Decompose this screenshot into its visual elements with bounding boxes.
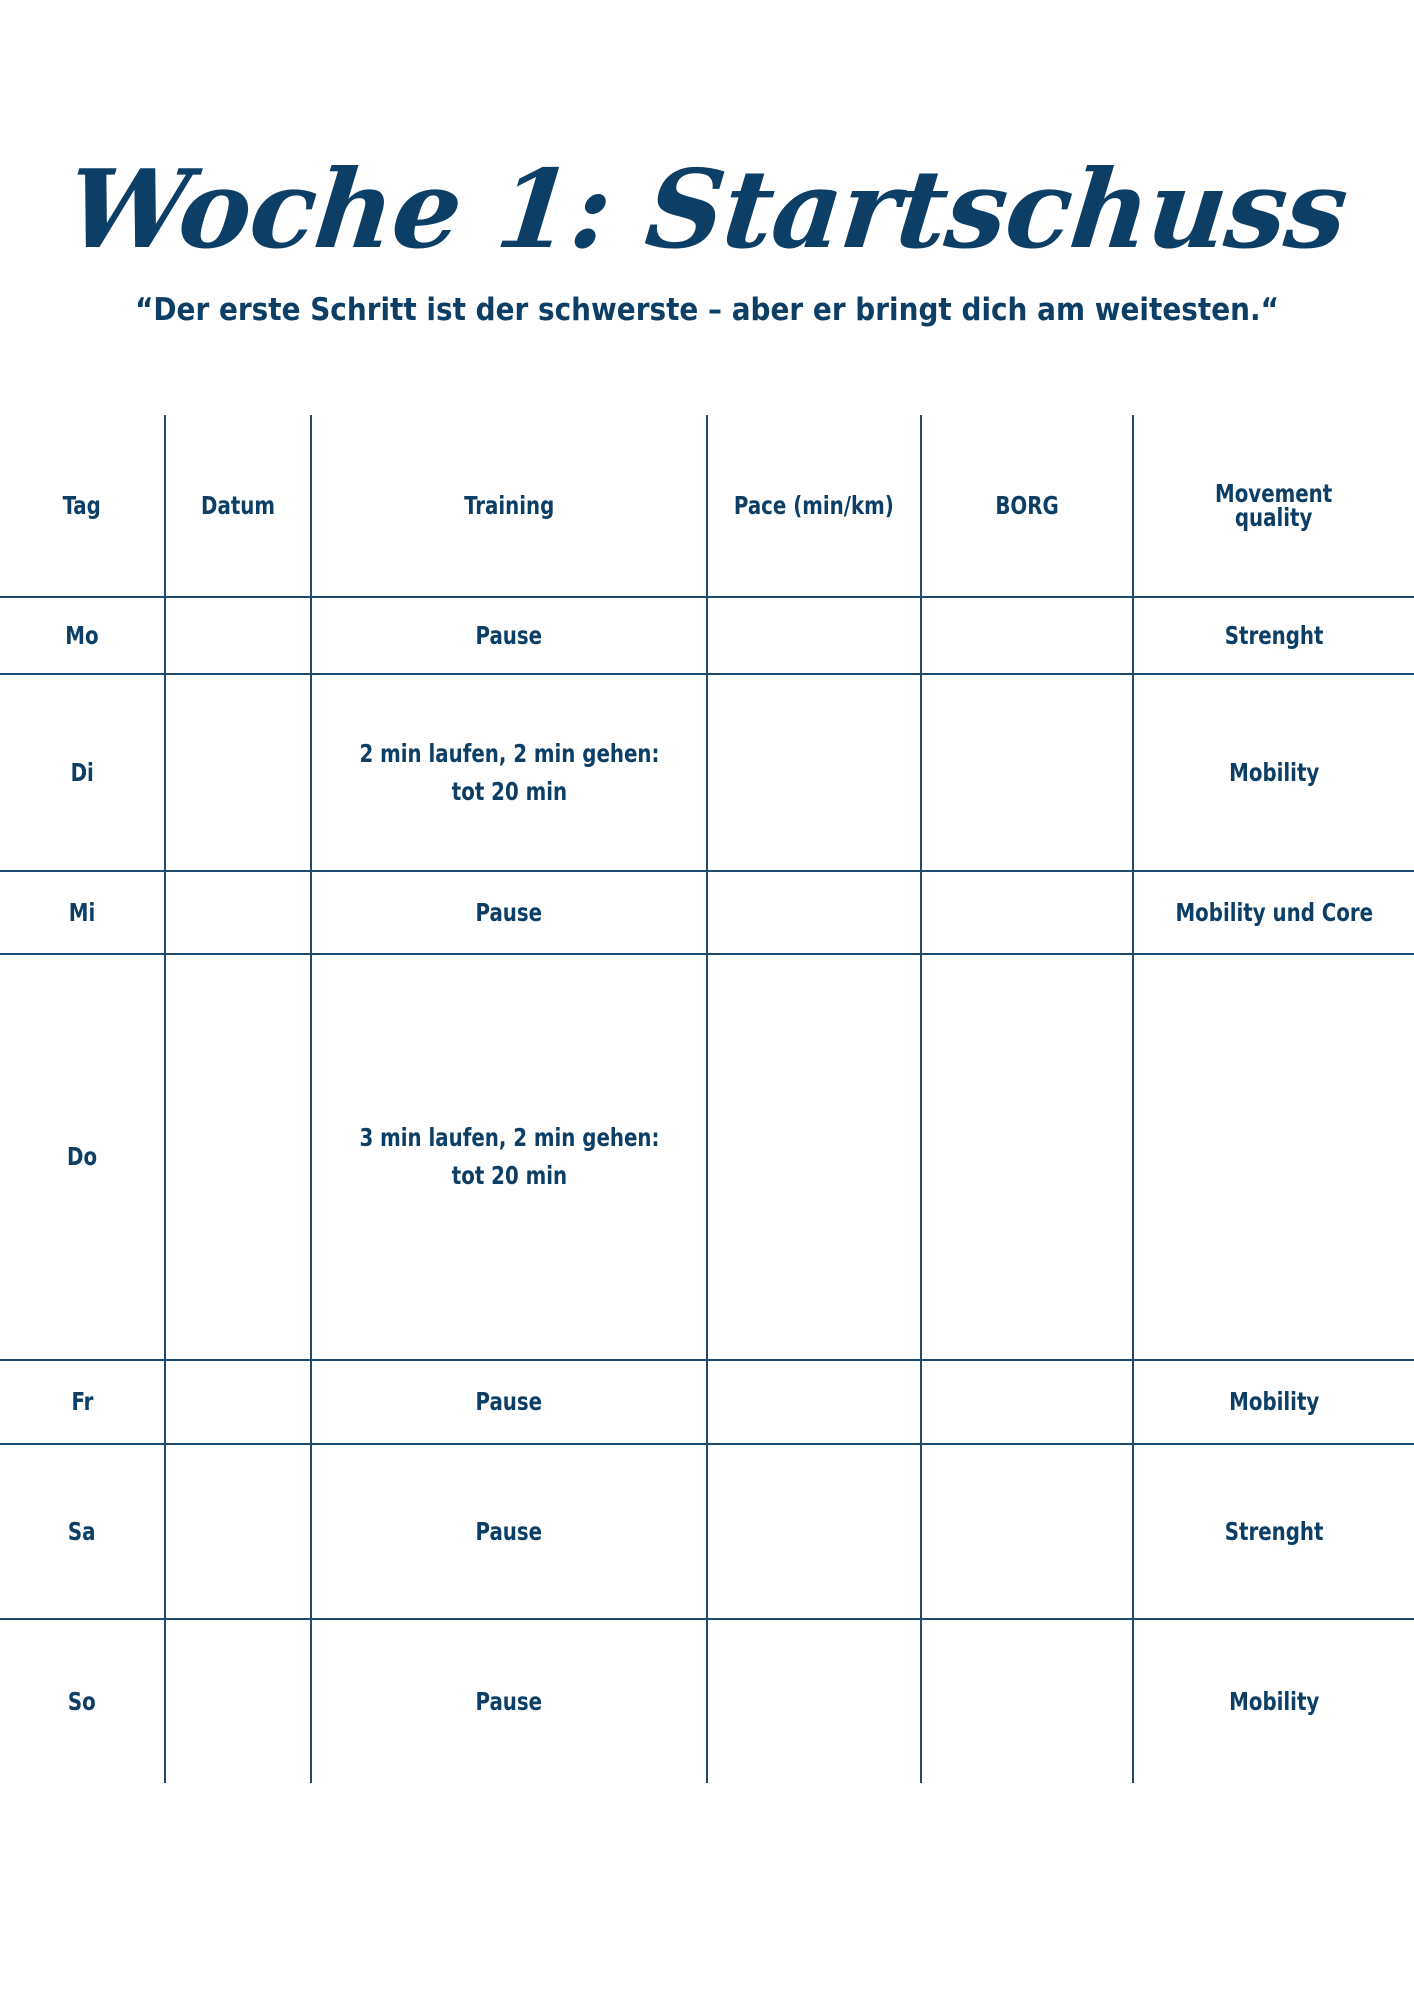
motto-quote: “Der erste Schritt ist der schwerste – aber er bringt dich am weitesten.“ bbox=[135, 292, 1279, 328]
cell-borg bbox=[921, 871, 1133, 954]
cell-datum bbox=[165, 871, 311, 954]
cell-pace bbox=[707, 1619, 921, 1783]
cell-borg bbox=[921, 1360, 1133, 1444]
cell-borg bbox=[921, 597, 1133, 674]
header-pace: Pace (min/km) bbox=[707, 415, 921, 597]
cell-borg bbox=[921, 674, 1133, 871]
cell-datum bbox=[165, 674, 311, 871]
cell-movement: Mobility bbox=[1133, 674, 1414, 871]
cell-tag: Mi bbox=[0, 871, 165, 954]
cell-movement: Strenght bbox=[1133, 1444, 1414, 1619]
cell-datum bbox=[165, 1619, 311, 1783]
cell-training: 3 min laufen, 2 min gehen: tot 20 min bbox=[311, 954, 707, 1360]
cell-datum bbox=[165, 1360, 311, 1444]
table-header-row bbox=[0, 415, 1414, 597]
cell-movement: Mobility bbox=[1133, 1360, 1414, 1444]
table-row bbox=[0, 674, 1414, 871]
cell-training: Pause bbox=[311, 871, 707, 954]
training-plan-table bbox=[0, 415, 1414, 1783]
table-row bbox=[0, 954, 1414, 1360]
cell-tag: Fr bbox=[0, 1360, 165, 1444]
cell-borg bbox=[921, 1444, 1133, 1619]
cell-borg bbox=[921, 954, 1133, 1360]
cell-tag: Sa bbox=[0, 1444, 165, 1619]
table-row bbox=[0, 597, 1414, 674]
cell-training: Pause bbox=[311, 597, 707, 674]
header-datum: Datum bbox=[165, 415, 311, 597]
header-tag: Tag bbox=[0, 415, 165, 597]
cell-movement: Mobility bbox=[1133, 1619, 1414, 1783]
cell-pace bbox=[707, 954, 921, 1360]
cell-movement bbox=[1133, 954, 1414, 1360]
cell-tag: Do bbox=[0, 954, 165, 1360]
cell-pace bbox=[707, 674, 921, 871]
table-row bbox=[0, 871, 1414, 954]
table-row bbox=[0, 1444, 1414, 1619]
cell-pace bbox=[707, 871, 921, 954]
header-movement-quality: Movement quality bbox=[1133, 415, 1414, 597]
header-borg: BORG bbox=[921, 415, 1133, 597]
cell-datum bbox=[165, 954, 311, 1360]
cell-tag: So bbox=[0, 1619, 165, 1783]
cell-pace bbox=[707, 1444, 921, 1619]
cell-training: Pause bbox=[311, 1444, 707, 1619]
cell-datum bbox=[165, 597, 311, 674]
cell-pace bbox=[707, 597, 921, 674]
cell-datum bbox=[165, 1444, 311, 1619]
page-title: Woche 1: Startschuss bbox=[61, 147, 1353, 273]
header-training: Training bbox=[311, 415, 707, 597]
cell-pace bbox=[707, 1360, 921, 1444]
table-row bbox=[0, 1619, 1414, 1783]
cell-training: Pause bbox=[311, 1619, 707, 1783]
table-row bbox=[0, 1360, 1414, 1444]
cell-tag: Mo bbox=[0, 597, 165, 674]
cell-movement: Strenght bbox=[1133, 597, 1414, 674]
cell-movement: Mobility und Core bbox=[1133, 871, 1414, 954]
cell-training: 2 min laufen, 2 min gehen: tot 20 min bbox=[311, 674, 707, 871]
cell-training: Pause bbox=[311, 1360, 707, 1444]
cell-borg bbox=[921, 1619, 1133, 1783]
cell-tag: Di bbox=[0, 674, 165, 871]
